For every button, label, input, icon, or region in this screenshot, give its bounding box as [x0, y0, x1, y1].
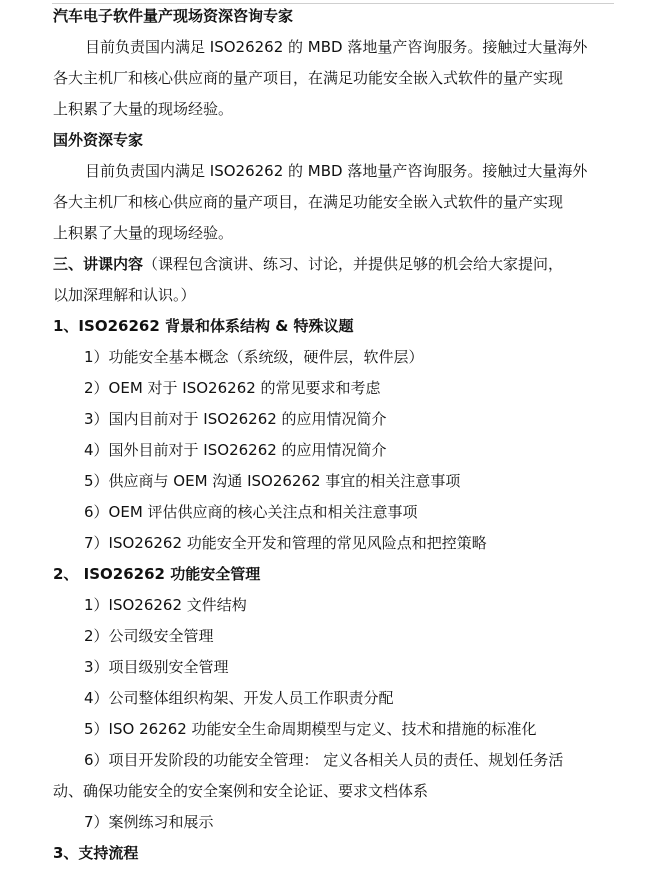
topic2-title: 2、 ISO26262 功能安全管理: [53, 565, 261, 583]
topic1-item-6: 6）OEM 评估供应商的核心关注点和相关注意事项: [84, 503, 418, 521]
section3-title: 三、讲课内容: [53, 255, 144, 273]
topic2-item-1: 1）ISO26262 文件结构: [84, 596, 247, 614]
section3-note-cont: 以加深理解和认识。）: [53, 286, 196, 304]
topic2-item-7: 7）案例练习和展示: [84, 813, 214, 831]
topic2-item-4: 4）公司整体组织构架、开发人员工作职责分配: [84, 689, 394, 707]
expert2-title: 国外资深专家: [53, 131, 144, 149]
topic2-item-2: 2）公司级安全管理: [84, 627, 214, 645]
topic2-item-6: 6）项目开发阶段的功能安全管理： 定义各相关人员的责任、规划任务活: [84, 751, 564, 769]
section3-note: （课程包含演讲、练习、讨论，并提供足够的机会给大家提问，: [143, 255, 564, 273]
expert2-line-3: 上积累了大量的现场经验。: [53, 224, 234, 242]
expert1-line-2: 各大主机厂和核心供应商的量产项目，在满足功能安全嵌入式软件的量产实现: [53, 69, 564, 87]
topic2-item-3: 3）项目级别安全管理: [84, 658, 229, 676]
topic1-item-7: 7）ISO26262 功能安全开发和管理的常见风险点和把控策略: [84, 534, 487, 552]
document-page: [53, 1, 601, 869]
expert2-line-2: 各大主机厂和核心供应商的量产项目，在满足功能安全嵌入式软件的量产实现: [53, 193, 564, 211]
expert2-line-1: 目前负责国内满足 ISO26262 的 MBD 落地量产咨询服务。接触过大量海外: [85, 162, 588, 180]
topic1-item-2: 2）OEM 对于 ISO26262 的常见要求和考虑: [84, 379, 381, 397]
topic1-title: 1、ISO26262 背景和体系结构 & 特殊议题: [53, 317, 354, 335]
expert1-title: 汽车电子软件量产现场资深咨询专家: [53, 7, 294, 25]
expert1-line-3: 上积累了大量的现场经验。: [53, 100, 234, 118]
topic1-item-1: 1）功能安全基本概念（系统级，硬件层，软件层）: [84, 348, 424, 366]
topic1-item-3: 3）国内目前对于 ISO26262 的应用情况简介: [84, 410, 387, 428]
expert1-line-1: 目前负责国内满足 ISO26262 的 MBD 落地量产咨询服务。接触过大量海外: [85, 38, 588, 56]
topic3-title: 3、支持流程: [53, 844, 139, 862]
topic2-item-6-cont: 动、确保功能安全的安全案例和安全论证、要求文档体系: [53, 782, 429, 800]
topic1-item-4: 4）国外目前对于 ISO26262 的应用情况简介: [84, 441, 387, 459]
topic2-item-5: 5）ISO 26262 功能安全生命周期模型与定义、技术和措施的标准化: [84, 720, 537, 738]
section3-heading: [53, 249, 601, 280]
topic1-item-5: 5）供应商与 OEM 沟通 ISO26262 事宜的相关注意事项: [84, 472, 461, 490]
